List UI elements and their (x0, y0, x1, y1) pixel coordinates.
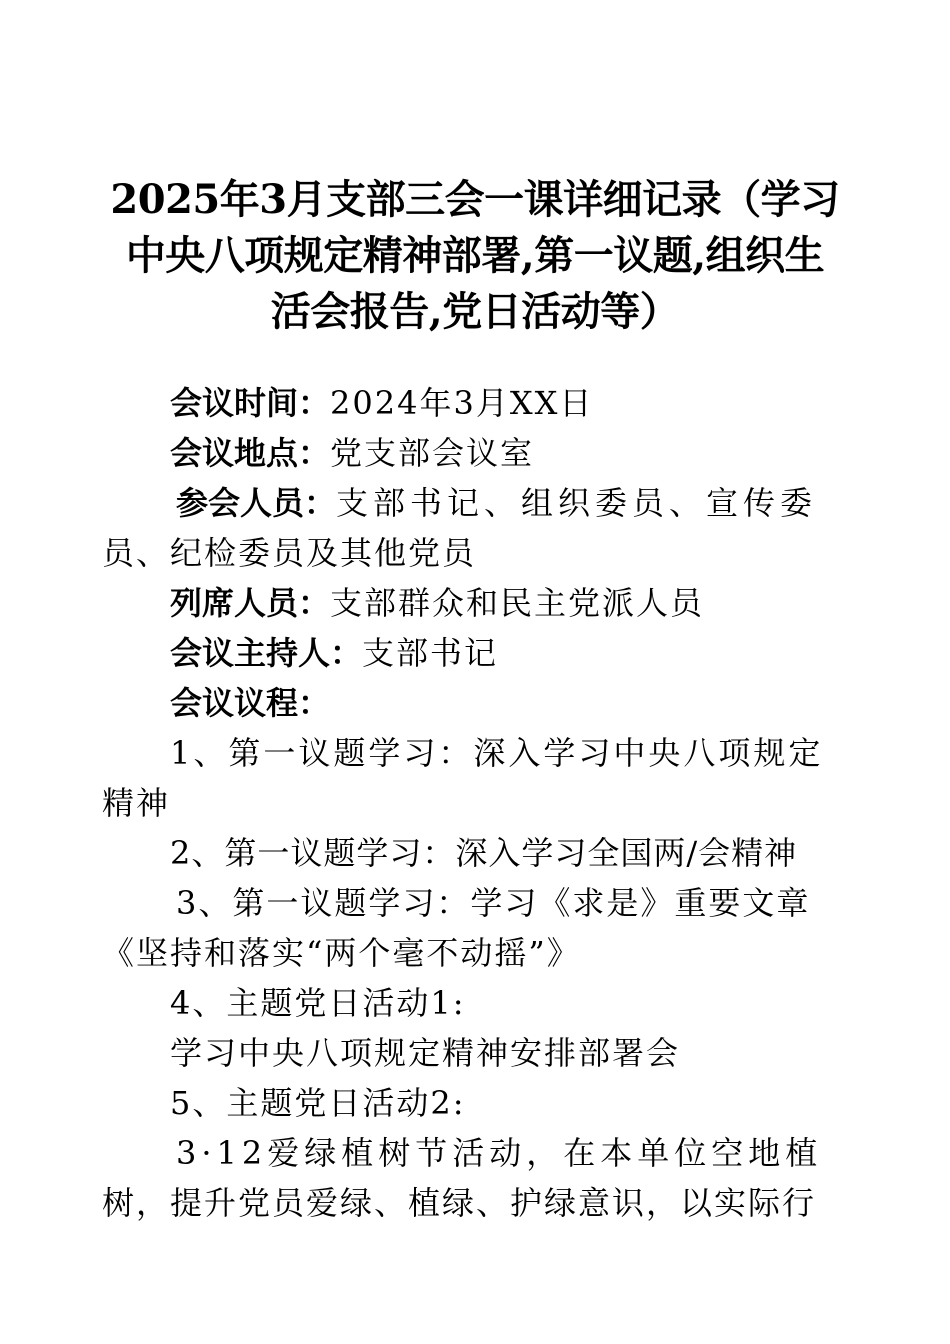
agenda-item-3-continuation (102, 928, 850, 978)
meeting-place-row (102, 428, 850, 478)
agenda-item-2 (102, 828, 850, 878)
title-line-1: 2025年3月支部三会一课详细记录（学习 (110, 176, 840, 223)
attendees-continuation (102, 528, 850, 578)
agenda-item-1 (102, 728, 850, 778)
agenda-item-5-line-1: 5、主题党日活动2: (170, 1084, 466, 1122)
agenda-item-4-line-2: 学习中央八项规定精神安排部署会 (170, 1034, 681, 1072)
agenda-item-3-line-1: 3、第一议题学习：学习《求是》重要文章 (176, 884, 811, 922)
host-value: 支部书记 (362, 634, 499, 672)
agenda-item-1-continuation (102, 778, 850, 828)
observers-label: 列席人员： (170, 584, 331, 622)
agenda-item-3 (102, 878, 850, 928)
agenda-item-4-line-1: 4、主题党日活动1: (170, 984, 466, 1022)
agenda-item-3-line-2: 《坚持和落实“两个毫不动摇”》 (102, 934, 581, 972)
agenda-item-5-line-3: 树，提升党员爱绿、植绿、护绿意识，以实际行 (102, 1184, 817, 1222)
attendees-label: 参会人员： (176, 484, 337, 522)
agenda-heading-row (102, 678, 850, 728)
document-body (102, 378, 850, 1228)
agenda-item-5-continuation-2 (102, 1178, 850, 1228)
meeting-time-value: 2024年3月XX日 (330, 384, 594, 422)
agenda-item-2-line-1: 2、第一议题学习：深入学习全国两/会精神 (170, 834, 798, 872)
attendees-value-line-2: 员、纪检委员及其他党员 (102, 534, 477, 572)
attendees-row (102, 478, 850, 528)
meeting-place-value: 党支部会议室 (330, 434, 535, 472)
attendees-value-line-1: 支部书记、组织委员、宣传委 (336, 484, 818, 522)
meeting-place-label: 会议地点： (170, 434, 331, 472)
title-line-2: 中央八项规定精神部署,第一议题,组织生 (125, 232, 825, 279)
host-row (102, 628, 850, 678)
agenda-item-5-continuation (102, 1128, 850, 1178)
meeting-time-row (102, 378, 850, 428)
document-title (95, 172, 855, 340)
host-label: 会议主持人： (170, 634, 363, 672)
agenda-item-5 (102, 1078, 850, 1128)
agenda-item-1-line-2: 精神 (102, 784, 171, 822)
agenda-item-4 (102, 978, 850, 1028)
agenda-label: 会议议程： (170, 684, 331, 722)
agenda-item-5-line-2: 3·12爱绿植树节活动，在本单位空地植 (176, 1134, 823, 1172)
agenda-item-4-continuation (102, 1028, 850, 1078)
observers-value: 支部群众和民主党派人员 (330, 584, 705, 622)
agenda-item-1-line-1: 1、第一议题学习：深入学习中央八项规定 (170, 734, 824, 772)
observers-row (102, 578, 850, 628)
meeting-time-label: 会议时间： (170, 384, 331, 422)
title-line-3: 活会报告,党日活动等） (270, 288, 680, 335)
